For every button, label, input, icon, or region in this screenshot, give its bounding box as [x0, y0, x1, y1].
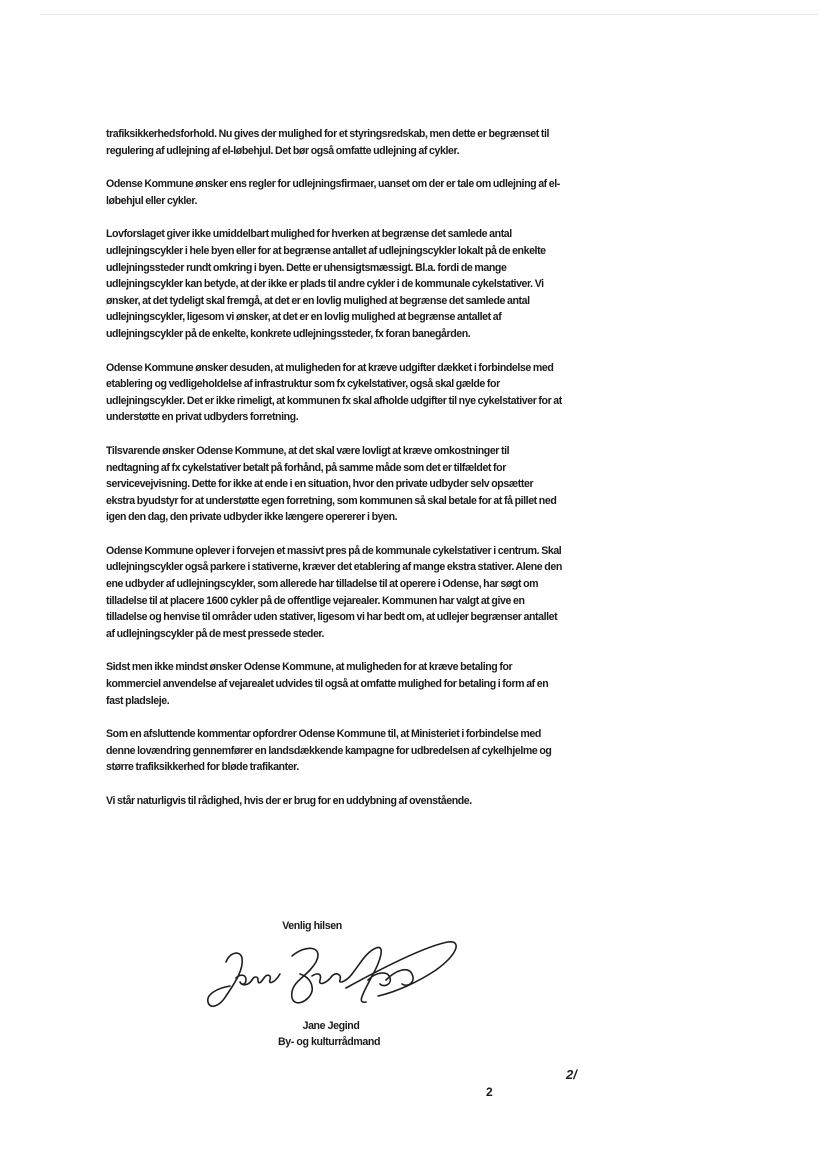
handwritten-signature [196, 922, 466, 1022]
paragraph-6: Odense Kommune oplever i forvejen et massivt pres på de kommunale cykelstativer i centrum. Skal udlejningscykler også parkere i stativerne, kræver det etablering af mange ekstra stativer. Alene den ene udbyder af udlejningscykler, som allerede har tilladelse til at operere i Odense, har søgt om tilladelse til at placere 1600 cykler på de offentlige vejarealer. Kommunen har valgt at give en tilladelse og henvise til områder uden stativer, ligesom vi har bedt om, at udlejer begrænser antallet af udlejningscykler på de mest pressede steder. [106, 544, 562, 640]
paragraph-8: Som en afsluttende kommentar opfordrer Odense Kommune til, at Ministeriet i forbindelse med denne lovændring gennemfører en landsdækkende kampagne for udbredelsen af cykelhjelme og større trafiksikkerhed for bløde trafikanter. [106, 728, 552, 774]
paragraph-1: trafiksikkerhedsforhold. Nu gives der mulighed for et styringsredskab, men dette er begrænset til regulering af udlejning af el-løbehjul. Det bør også omfatte udlejning af cykler. [106, 128, 550, 157]
signer-title: By- og kulturrådmand [277, 1036, 381, 1048]
closing-greeting: Venlig hilsen [282, 920, 342, 932]
scan-edge-line [40, 14, 818, 15]
paragraph-3: Lovforslaget giver ikke umiddelbart mulighed for hverken at begrænse det samlede antal udlejningscykler i hele byen eller for at begrænse antallet af udlejningscykler lokalt på de enkelte udlejningssteder rundt omkring i byen. Dette er uhensigtsmæssigt. Bl.a. fordi de mange udlejningscykler kan betyde, at der ikke er plads til andre cykler i de kommunale cykelstativer. Vi ønsker, at det tydeligt skal fremgå, at det er en lovlig mulighed at begrænse det samlede antal udlejningscykler, ligesom vi ønsker, at det er en lovlig mulighed at begrænse antallet af udlejningscykler på de enkelte, konkrete udlejningssteder, fx foran banegården. [106, 228, 546, 340]
paragraph-9: Vi står naturligvis til rådighed, hvis der er brug for en uddybning af ovenstående. [106, 795, 472, 807]
handwritten-page-mark: 2/ [566, 1067, 577, 1082]
paragraph-2: Odense Kommune ønsker ens regler for udlejningsfirmaer, uanset om der er tale om udlejning af el-løbehjul eller cykler. [106, 178, 560, 207]
signer-name: Jane Jegind [302, 1020, 360, 1032]
paragraph-5: Tilsvarende ønsker Odense Kommune, at det skal være lovligt at kræve omkostninger til nedtagning af fx cykelstativer betalt på forhånd, på samme måde som det er tilfældet for servicevejvisning. Dette for ikke at ende i en situation, hvor den private udbyder selv opsætter ekstra byudstyr for at understøtte egen forretning, som kommunen så skal betale for at få pillet ned igen den dag, den private udbyder ikke længere opererer i byen. [106, 444, 557, 524]
page-number: 2 [486, 1085, 493, 1099]
paragraph-7: Sidst men ikke mindst ønsker Odense Kommune, at muligheden for at kræve betaling for kommerciel anvendelse af vejarealet udvides til også at omfatte mulighed for betaling i form af en fast pladsleje. [106, 661, 549, 707]
letter-body [106, 126, 562, 827]
paragraph-4: Odense Kommune ønsker desuden, at muligheden for at kræve udgifter dækket i forbindelse med etablering og vedligeholdelse af infrastruktur som fx cykelstativer, også skal gælde for udlejningscykler. Det er ikke rimeligt, at kommunen fx skal afholde udgifter til nye cykelstativer for at understøtte en privat udbyders forretning. [106, 361, 562, 424]
